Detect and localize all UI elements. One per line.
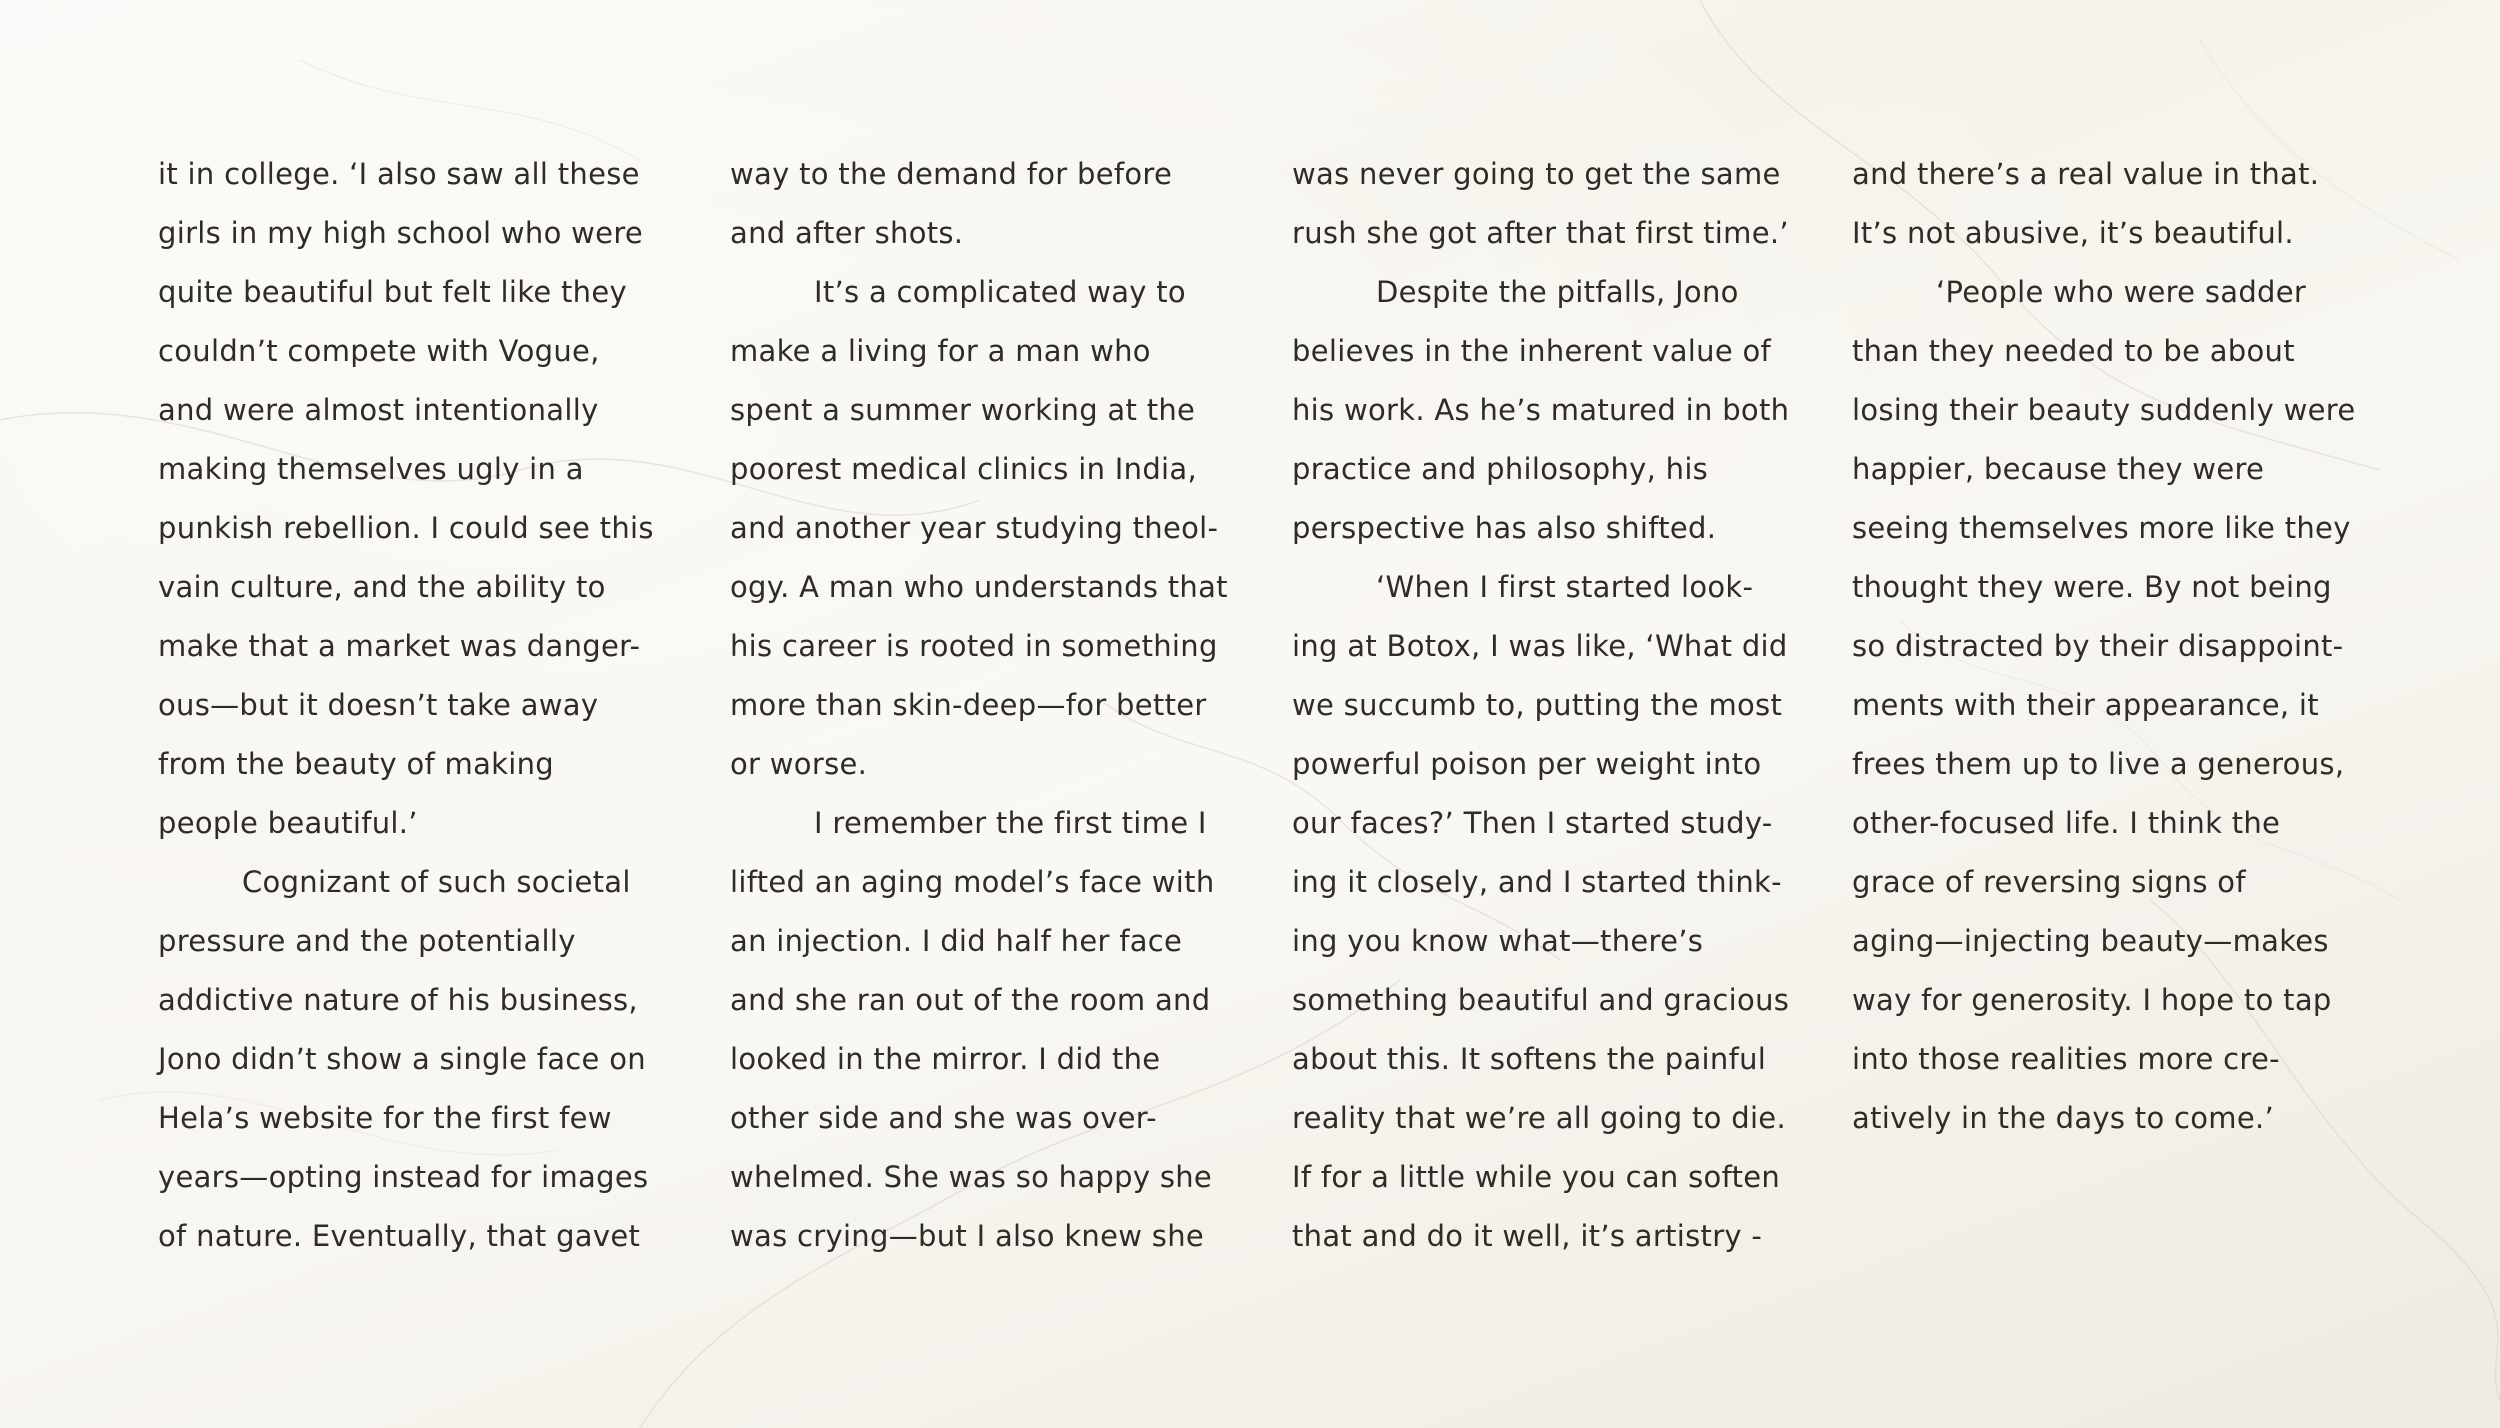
text-line: make a living for a man who bbox=[730, 334, 1151, 368]
text-line: seeing themselves more like they bbox=[1852, 511, 2351, 545]
text-line: and were almost intentionally bbox=[158, 393, 599, 427]
text-line: than they needed to be about bbox=[1852, 334, 2295, 368]
text-line: ing you know what—there’s bbox=[1292, 924, 1704, 958]
text-line: pressure and the potentially bbox=[158, 924, 576, 958]
text-line: making themselves ugly in a bbox=[158, 452, 584, 486]
text-line: grace of reversing signs of bbox=[1852, 865, 2246, 899]
text-line: about this. It softens the painful bbox=[1292, 1042, 1767, 1076]
text-line: couldn’t compete with Vogue, bbox=[158, 334, 600, 368]
text-line: vain culture, and the ability to bbox=[158, 570, 606, 604]
text-line: looked in the mirror. I did the bbox=[730, 1042, 1161, 1076]
text-line: way for generosity. I hope to tap bbox=[1852, 983, 2332, 1017]
text-line: an injection. I did half her face bbox=[730, 924, 1183, 958]
text-line: happier, because they were bbox=[1852, 452, 2265, 486]
text-line: Cognizant of such societal bbox=[242, 865, 631, 899]
text-line: ments with their appearance, it bbox=[1852, 688, 2319, 722]
text-line: Jono didn’t show a single face on bbox=[158, 1042, 646, 1076]
text-line: If for a little while you can soften bbox=[1292, 1160, 1781, 1194]
text-line: or worse. bbox=[730, 747, 868, 781]
text-line: practice and philosophy, his bbox=[1292, 452, 1709, 486]
text-column-1 bbox=[158, 145, 654, 1266]
text-line: lifted an aging model’s face with bbox=[730, 865, 1215, 899]
text-line: thought they were. By not being bbox=[1852, 570, 2332, 604]
text-line: ing at Botox, I was like, ‘What did bbox=[1292, 629, 1788, 663]
text-line: from the beauty of making bbox=[158, 747, 554, 781]
text-line: we succumb to, putting the most bbox=[1292, 688, 1783, 722]
text-line: ogy. A man who understands that bbox=[730, 570, 1228, 604]
text-line: rush she got after that first time.’ bbox=[1292, 216, 1789, 250]
text-line: so distracted by their disappoint- bbox=[1852, 629, 2344, 663]
text-line: girls in my high school who were bbox=[158, 216, 644, 250]
text-line: and she ran out of the room and bbox=[730, 983, 1211, 1017]
text-line: something beautiful and gracious bbox=[1292, 983, 1790, 1017]
text-line: was never going to get the same bbox=[1292, 157, 1781, 191]
text-line: atively in the days to come.’ bbox=[1852, 1101, 2275, 1135]
text-line: more than skin-deep—for better bbox=[730, 688, 1207, 722]
text-line: and there’s a real value in that. bbox=[1852, 157, 2320, 191]
text-line: aging—injecting beauty—makes bbox=[1852, 924, 2329, 958]
text-line: reality that we’re all going to die. bbox=[1292, 1101, 1786, 1135]
text-line: Despite the pitfalls, Jono bbox=[1376, 275, 1739, 309]
text-line: of nature. Eventually, that gavet bbox=[158, 1219, 641, 1253]
text-line: It’s not abusive, it’s beautiful. bbox=[1852, 216, 2294, 250]
text-line: his work. As he’s matured in both bbox=[1292, 393, 1790, 427]
text-line: other-focused life. I think the bbox=[1852, 806, 2281, 840]
text-line: way to the demand for before bbox=[730, 157, 1173, 191]
text-line: punkish rebellion. I could see this bbox=[158, 511, 654, 545]
text-line: believes in the inherent value of bbox=[1292, 334, 1772, 368]
text-line: that and do it well, it’s artistry - bbox=[1292, 1219, 1763, 1253]
text-line: quite beautiful but felt like they bbox=[158, 275, 627, 309]
text-line: his career is rooted in something bbox=[730, 629, 1218, 663]
text-line: powerful poison per weight into bbox=[1292, 747, 1762, 781]
text-line: ous—but it doesn’t take away bbox=[158, 688, 599, 722]
text-column-4 bbox=[1852, 145, 2355, 1148]
text-line: was crying—but I also knew she bbox=[730, 1219, 1205, 1253]
text-line: our faces?’ Then I started study- bbox=[1292, 806, 1773, 840]
text-line: and after shots. bbox=[730, 216, 964, 250]
text-line: spent a summer working at the bbox=[730, 393, 1196, 427]
text-line: other side and she was over- bbox=[730, 1101, 1157, 1135]
text-line: ing it closely, and I started think- bbox=[1292, 865, 1782, 899]
text-line: and another year studying theol- bbox=[730, 511, 1219, 545]
text-line: ‘When I first started look- bbox=[1376, 570, 1754, 604]
text-line: poorest medical clinics in India, bbox=[730, 452, 1197, 486]
text-line: ‘People who were sadder bbox=[1936, 275, 2307, 309]
text-line: losing their beauty suddenly were bbox=[1852, 393, 2356, 427]
text-line: I remember the first time I bbox=[814, 806, 1207, 840]
text-line: It’s a complicated way to bbox=[814, 275, 1186, 309]
text-line: addictive nature of his business, bbox=[158, 983, 638, 1017]
text-line: into those realities more cre- bbox=[1852, 1042, 2280, 1076]
text-line: whelmed. She was so happy she bbox=[730, 1160, 1213, 1194]
text-column-2 bbox=[730, 145, 1228, 1266]
text-line: people beautiful.’ bbox=[158, 806, 418, 840]
text-line: frees them up to live a generous, bbox=[1852, 747, 2345, 781]
text-line: perspective has also shifted. bbox=[1292, 511, 1717, 545]
text-line: Hela’s website for the first few bbox=[158, 1101, 612, 1135]
text-column-3 bbox=[1292, 145, 1789, 1266]
text-line: years—opting instead for images bbox=[158, 1160, 649, 1194]
text-line: it in college. ‘I also saw all these bbox=[158, 157, 640, 191]
text-line: make that a market was danger- bbox=[158, 629, 641, 663]
